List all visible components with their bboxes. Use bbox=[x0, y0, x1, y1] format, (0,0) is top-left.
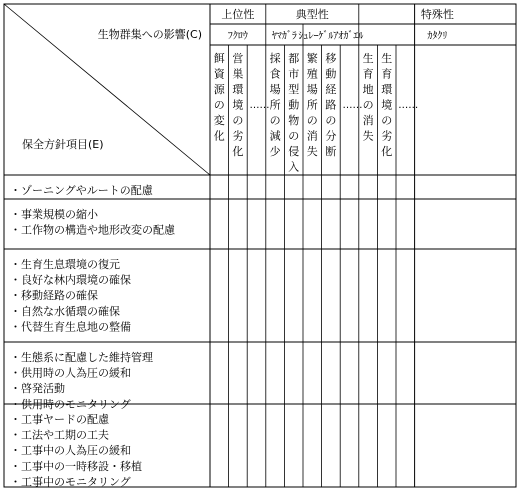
impact-column-label: 都市型動物の侵入 bbox=[288, 52, 300, 174]
policy-item-label: ・工事ヤードの配慮 bbox=[10, 413, 109, 426]
impact-column-label: 採食場所の減少 bbox=[269, 52, 281, 158]
policy-item-label: ・工作物の構造や地形改変の配慮 bbox=[10, 223, 175, 237]
policy-item-label: ・代替生育生息地の整備 bbox=[10, 320, 131, 334]
policy-item-label: ・工事中の一時移設・移植 bbox=[10, 459, 142, 473]
policy-item-label: ・ゾーニングやルートの配慮 bbox=[10, 184, 153, 197]
corner-impact-label: 生物群集への影響(C) bbox=[97, 28, 202, 41]
policy-item-label: ・生育生息環境の復元 bbox=[10, 258, 120, 271]
impact-column-label: 生育環境の劣化 bbox=[381, 52, 393, 158]
species-header-label: ｶﾀｸﾘ bbox=[427, 31, 448, 42]
policy-item-label: ・工事中の人為圧の緩和 bbox=[10, 444, 131, 458]
group-header-label: 典型性 bbox=[295, 8, 329, 21]
policy-item-label: ・工事中のモニタリング bbox=[10, 475, 131, 489]
policy-item-label: ・良好な林内環境の確保 bbox=[10, 273, 131, 287]
policy-item-label: ・事業規模の縮小 bbox=[10, 208, 98, 221]
species-header-label: ｼｭﾚｰｹﾞﾙｱｵｶﾞｴﾙ bbox=[298, 31, 364, 42]
column-label-ellipsis: …… bbox=[398, 100, 419, 111]
corner-policy-label: 保全方針項目(E) bbox=[22, 138, 104, 151]
policy-item-label: ・生態系に配慮した維持管理 bbox=[10, 351, 153, 364]
group-header-label: 特殊性 bbox=[420, 8, 454, 21]
policy-item-label: ・供用時の人為圧の緩和 bbox=[10, 366, 131, 380]
policy-item-label: ・移動経路の確保 bbox=[10, 289, 98, 303]
policy-item-label: ・自然な水循環の確保 bbox=[10, 304, 120, 318]
impact-column-label: 繁殖場所の消失 bbox=[306, 52, 318, 158]
policy-item-label: ・工法や工期の工夫 bbox=[10, 428, 109, 442]
group-header-label: 上位性 bbox=[221, 8, 255, 21]
species-header-label: ﾌｸﾛｳ bbox=[227, 31, 248, 42]
impact-column-label: 生育地の消失 bbox=[362, 52, 374, 143]
policy-item-label: ・供用時のモニタリング bbox=[10, 397, 131, 411]
column-label-ellipsis: …… bbox=[249, 100, 270, 111]
policy-item-label: ・啓発活動 bbox=[10, 382, 65, 396]
species-header-label: ﾔﾏｶﾞﾗ bbox=[271, 31, 297, 42]
column-label-ellipsis: …… bbox=[342, 100, 363, 111]
impact-column-label: 餌資源の変化 bbox=[213, 52, 225, 143]
impact-column-label: 移動経路の分断 bbox=[325, 52, 337, 158]
impact-column-label: 営巣環境の劣化 bbox=[232, 52, 244, 158]
